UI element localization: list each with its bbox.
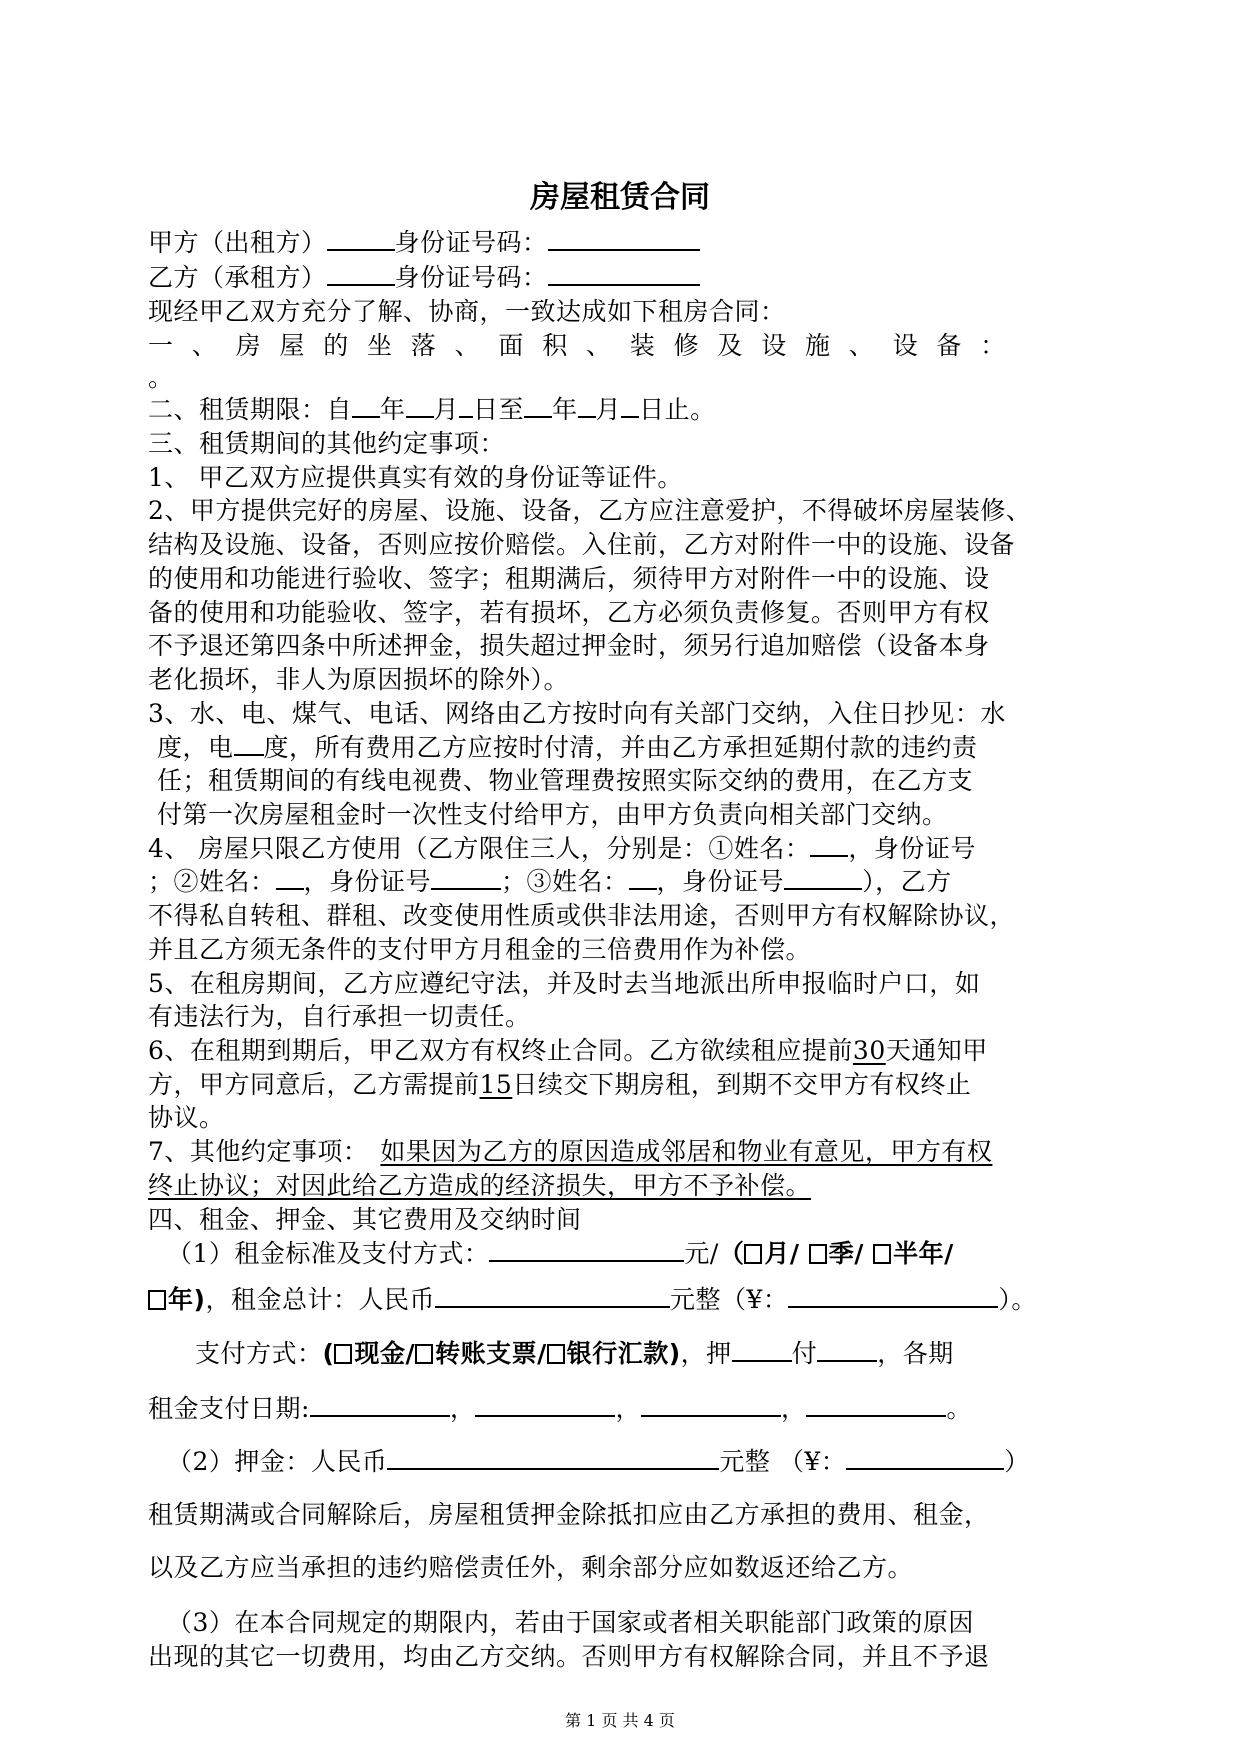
bank-remittance-checkbox[interactable] xyxy=(547,1344,565,1364)
payment-date-1-blank xyxy=(310,1391,450,1417)
clause-2-line-5: 不予退还第四条中所述押金，损失超过押金时，须另行追加赔偿（设备本身 xyxy=(148,631,990,660)
clause-2-line-2: 结构及设施、设备，否则应按价赔偿。入住前，乙方对附件一中的设施、设备 xyxy=(148,530,1016,559)
transfer-cheque-checkbox[interactable] xyxy=(415,1344,433,1364)
clause-5-line-2: 有违法行为，自行承担一切责任。 xyxy=(148,1002,531,1031)
payment-date-4-blank xyxy=(806,1391,946,1417)
other-terms-text: 如果因为乙方的原因造成邻居和物业有意见，甲方有权 xyxy=(380,1137,993,1166)
clause-1: 1、 甲乙双方应提供真实有效的身份证等证件。 xyxy=(148,463,683,492)
clause-4-3-line-2: 出现的其它一切费用，均由乙方交纳。否则甲方有权解除合同，并且不予退 xyxy=(148,1642,990,1671)
clause-4-line-4: 并且乙方须无条件的支付甲方月租金的三倍费用作为补偿。 xyxy=(148,935,812,964)
pay-months-blank xyxy=(817,1336,877,1362)
payment-date-2-blank xyxy=(475,1391,615,1417)
rent-total-number-blank xyxy=(788,1282,998,1308)
section-1-end: 。 xyxy=(148,363,174,392)
clause-2-line-4: 备的使用和功能验收、签字，若有损坏，乙方必须负责修复。否则甲方有权 xyxy=(148,598,990,627)
rent-total-line: 年)，租金总计：人民币 元整（¥： ）。 xyxy=(148,1282,1123,1318)
start-day-blank xyxy=(459,392,473,418)
notice-days-value: 30 xyxy=(852,1036,886,1065)
clause-7-line-2: 终止协议；对因此给乙方造成的经济损失，甲方不予补偿。 xyxy=(148,1171,812,1200)
clause-7-line-1: 7、其他约定事项： 如果因为乙方的原因造成邻居和物业有意见，甲方有权 xyxy=(148,1137,993,1166)
occupant-3-id-blank xyxy=(784,864,862,890)
end-year-blank xyxy=(524,392,552,418)
deposit-months-blank xyxy=(732,1336,792,1362)
clause-3-line-4: 付第一次房屋租金时一次性支付给甲方，由甲方负责向相关部门交纳。 xyxy=(157,800,948,829)
payment-dates-line: 租金支付日期: ， ， ， 。 xyxy=(148,1391,1123,1427)
deposit-number-blank xyxy=(846,1444,1004,1470)
payment-method-line: 支付方式：( 现金/ 转账支票/ 银行汇款)，押 付 ，各期 xyxy=(195,1336,1170,1372)
clause-2-line-1: 2、甲方提供完好的房屋、设施、设备，乙方应注意爱护，不得破坏房屋装修、 xyxy=(148,496,1032,525)
deposit-line: （2）押金：人民币 元整 （¥： ） xyxy=(167,1444,1142,1480)
party-b-name-blank xyxy=(327,260,395,286)
clause-6-line-2: 方，甲方同意后，乙方需提前15日续交下期房租，到期不交甲方有权终止 xyxy=(148,1070,972,1099)
clause-3-line-1: 3、水、电、煤气、电话、网络由乙方按时向有关部门交纳，入住日抄见：水 xyxy=(148,699,1006,728)
clause-4-line-1: 4、 房屋只限乙方使用（乙方限住三人，分别是：①姓名： ，身份证号 xyxy=(148,831,1123,867)
start-year-blank xyxy=(352,392,380,418)
deposit-amount-blank xyxy=(387,1444,719,1470)
yearly-checkbox[interactable] xyxy=(148,1290,166,1310)
clause-6-line-3: 协议。 xyxy=(148,1103,225,1132)
clause-4-line-3: 不得私自转租、群租、改变使用性质或供非法用途，否则甲方有权解除协议， xyxy=(148,901,1016,930)
cash-checkbox[interactable] xyxy=(334,1344,352,1364)
section-4-heading: 四、租金、押金、其它费用及交纳时间 xyxy=(148,1205,582,1234)
deposit-return-line-1: 租赁期满或合同解除后，房屋租赁押金除抵扣应由乙方承担的费用、租金， xyxy=(148,1500,990,1529)
quarterly-checkbox[interactable] xyxy=(809,1244,827,1264)
party-a-name-blank xyxy=(327,225,395,251)
renewal-days-value: 15 xyxy=(479,1070,513,1099)
party-b-id-blank xyxy=(548,260,700,286)
clause-3-line-2: 度，电 度，所有费用乙方应按时付清，并由乙方承担延期付款的违约责 xyxy=(157,730,1132,766)
intro-line: 现经甲乙双方充分了解、协商，一致达成如下租房合同： xyxy=(148,297,786,326)
clause-5-line-1: 5、在租房期间，乙方应遵纪守法，并及时去当地派出所申报临时户口，如 xyxy=(148,969,981,998)
end-day-blank xyxy=(621,392,639,418)
clause-3-line-3: 任；租赁期间的有线电视费、物业管理费按照实际交纳的费用，在乙方支 xyxy=(157,766,974,795)
party-a-id-blank xyxy=(548,225,700,251)
payment-date-3-blank xyxy=(641,1391,781,1417)
occupant-3-name-blank xyxy=(629,864,657,890)
section-3-heading: 三、租赁期间的其他约定事项： xyxy=(148,429,506,458)
deposit-return-line-2: 以及乙方应当承担的违约赔偿责任外，剩余部分应如数返还给乙方。 xyxy=(148,1553,914,1582)
end-month-blank xyxy=(578,392,596,418)
start-month-blank xyxy=(406,392,434,418)
page-title: 房屋租赁合同 xyxy=(530,180,710,215)
clause-4-line-2: ；②姓名： ，身份证号 ；③姓名： ，身份证号 ），乙方 xyxy=(148,864,1123,900)
occupant-2-name-blank xyxy=(276,864,304,890)
half-year-checkbox[interactable] xyxy=(873,1244,891,1264)
clause-6-line-1: 6、在租期到期后，甲乙双方有权终止合同。乙方欲续租应提前30天通知甲 xyxy=(148,1036,988,1065)
occupant-1-name-blank xyxy=(810,831,848,857)
occupant-2-id-blank xyxy=(431,864,501,890)
party-b-line: 乙方（承租方） 身份证号码： xyxy=(148,260,1123,296)
monthly-checkbox[interactable] xyxy=(744,1244,762,1264)
electricity-reading-blank xyxy=(234,730,264,756)
lease-period-line: 二、租赁期限：自 年 月 日至 年 月 日止。 xyxy=(148,392,1123,428)
rent-total-blank xyxy=(435,1282,670,1308)
clause-2-line-6: 老化损坏，非人为原因损坏的除外）。 xyxy=(148,665,570,694)
party-a-line: 甲方（出租方） 身份证号码： xyxy=(148,225,1123,261)
clause-4-3-line-1: （3）在本合同规定的期限内，若由于国家或者相关职能部门政策的原因 xyxy=(167,1608,974,1637)
page-footer: 第 1 页 共 4 页 xyxy=(565,1711,675,1730)
rent-standard-line: （1）租金标准及支付方式： 元/（ 月/ 季/ 半年/ xyxy=(167,1236,1142,1272)
section-1-heading: 一、房屋的坐落、面积、装修及设施、设备： xyxy=(148,331,1025,360)
rent-amount-blank xyxy=(489,1236,684,1262)
clause-2-line-3: 的使用和功能进行验收、签字；租期满后，须待甲方对附件一中的设施、设 xyxy=(148,564,990,593)
